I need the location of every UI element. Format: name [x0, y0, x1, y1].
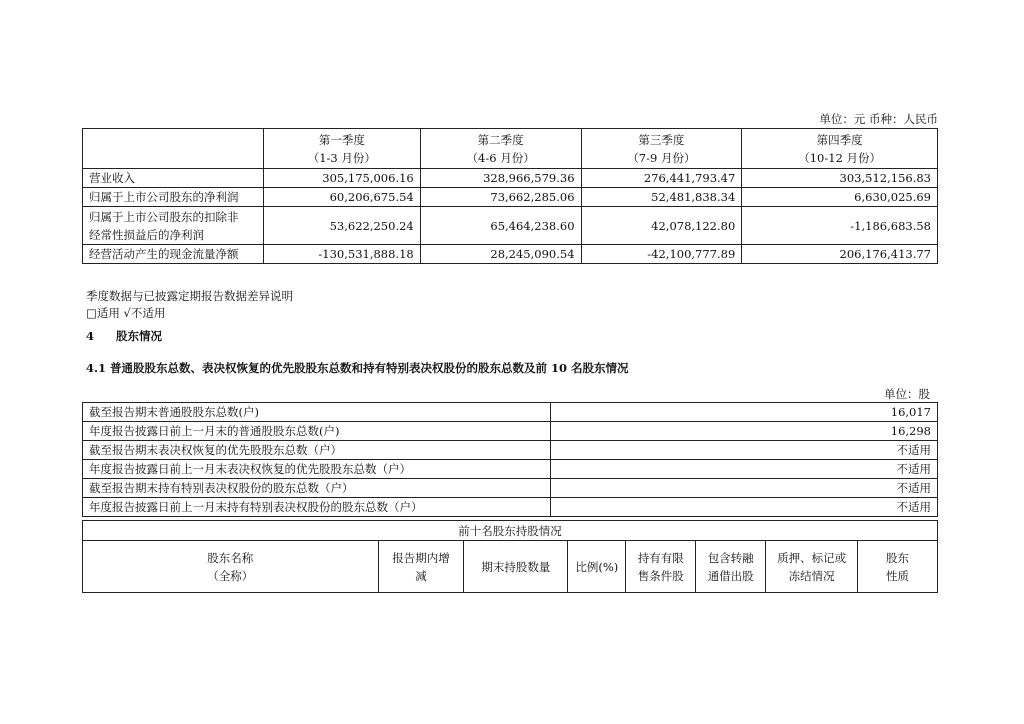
header-period-change: 报告期内增 减 [378, 541, 464, 593]
header-q1: 第一季度 （1-3 月份） [263, 129, 420, 169]
table-row [83, 460, 938, 479]
table-cell: 73,662,285.06 [420, 188, 581, 207]
table-row [83, 422, 938, 441]
table-cell: 305,175,006.16 [263, 169, 420, 188]
quarterly-table [82, 128, 938, 264]
table-cell: 206,176,413.77 [742, 245, 938, 264]
header-restricted: 持有有限 售条件股 [626, 541, 696, 593]
table-row [83, 188, 938, 207]
quarterly-header-row [83, 129, 938, 169]
table-cell: 303,512,156.83 [742, 169, 938, 188]
row-label: 年度报告披露日前上一月末的普通股股东总数(户) [83, 422, 551, 441]
table-row [83, 403, 938, 422]
row-label: 截至报告期末表决权恢复的优先股股东总数（户） [83, 441, 551, 460]
section-4-title: 股东情况 [116, 329, 163, 343]
table-row [83, 479, 938, 498]
header-lending: 包含转融 通借出股 [696, 541, 766, 593]
row-label: 归属于上市公司股东的净利润 [83, 188, 264, 207]
table-row [83, 207, 938, 245]
header-q2: 第二季度 （4-6 月份） [420, 129, 581, 169]
header-blank-cell [83, 129, 264, 169]
table-cell: 不适用 [550, 479, 937, 498]
header-nature: 股东 性质 [858, 541, 938, 593]
top10-header-row [83, 541, 938, 593]
header-shareholder-name: 股东名称 （全称） [83, 541, 379, 593]
row-label: 归属于上市公司股东的扣除非 经常性损益后的净利润 [83, 207, 264, 245]
table-cell: 不适用 [550, 498, 937, 517]
header-q3: 第三季度 （7-9 月份） [581, 129, 742, 169]
table-cell: 328,966,579.36 [420, 169, 581, 188]
table-cell: 28,245,090.54 [420, 245, 581, 264]
table-cell: 65,464,238.60 [420, 207, 581, 245]
shareholder-count-table [82, 402, 938, 517]
table-cell: 16,017 [550, 403, 937, 422]
table-cell: 60,206,675.54 [263, 188, 420, 207]
table-cell: 16,298 [550, 422, 937, 441]
diff-note: 季度数据与已披露定期报告数据差异说明 [86, 289, 293, 303]
row-label: 营业收入 [83, 169, 264, 188]
table-cell: 42,078,122.80 [581, 207, 742, 245]
table-cell: 不适用 [550, 441, 937, 460]
section-4-number: 4 [86, 329, 95, 343]
table-cell: 不适用 [550, 460, 937, 479]
row-label: 经营活动产生的现金流量净额 [83, 245, 264, 264]
table-cell: 6,630,025.69 [742, 188, 938, 207]
row-label: 截至报告期末普通股股东总数(户) [83, 403, 551, 422]
top10-table [82, 520, 938, 593]
section-4-heading [86, 328, 162, 344]
table-cell: 276,441,793.47 [581, 169, 742, 188]
row-label: 截至报告期末持有特别表决权股份的股东总数（户） [83, 479, 551, 498]
top10-title-row [83, 521, 938, 541]
table-cell: -130,531,888.18 [263, 245, 420, 264]
table-cell: -1,186,683.58 [742, 207, 938, 245]
table-row [83, 245, 938, 264]
row-label: 年度报告披露日前上一月末持有特别表决权股份的股东总数（户） [83, 498, 551, 517]
table-row [83, 169, 938, 188]
section-4-1-heading: 4.1 普通股股东总数、表决权恢复的优先股股东总数和持有特别表决权股份的股东总数及前 10 名股东情况 [86, 361, 629, 375]
share-unit-label: 单位：股 [884, 387, 930, 401]
row-label: 年度报告披露日前上一月末表决权恢复的优先股股东总数（户） [83, 460, 551, 479]
table-row [83, 441, 938, 460]
table-row [83, 498, 938, 517]
header-ratio: 比例(%) [568, 541, 626, 593]
diff-options: □适用 √不适用 [86, 306, 166, 320]
header-pledge: 质押、标记或 冻结情况 [766, 541, 858, 593]
header-q4: 第四季度 （10-12 月份） [742, 129, 938, 169]
table-cell: 53,622,250.24 [263, 207, 420, 245]
table-cell: -42,100,777.89 [581, 245, 742, 264]
quarter-unit-label: 单位：元 币种：人民币 [819, 112, 938, 126]
header-holding: 期末持股数量 [464, 541, 568, 593]
table-cell: 52,481,838.34 [581, 188, 742, 207]
top10-title: 前十名股东持股情况 [83, 521, 938, 541]
